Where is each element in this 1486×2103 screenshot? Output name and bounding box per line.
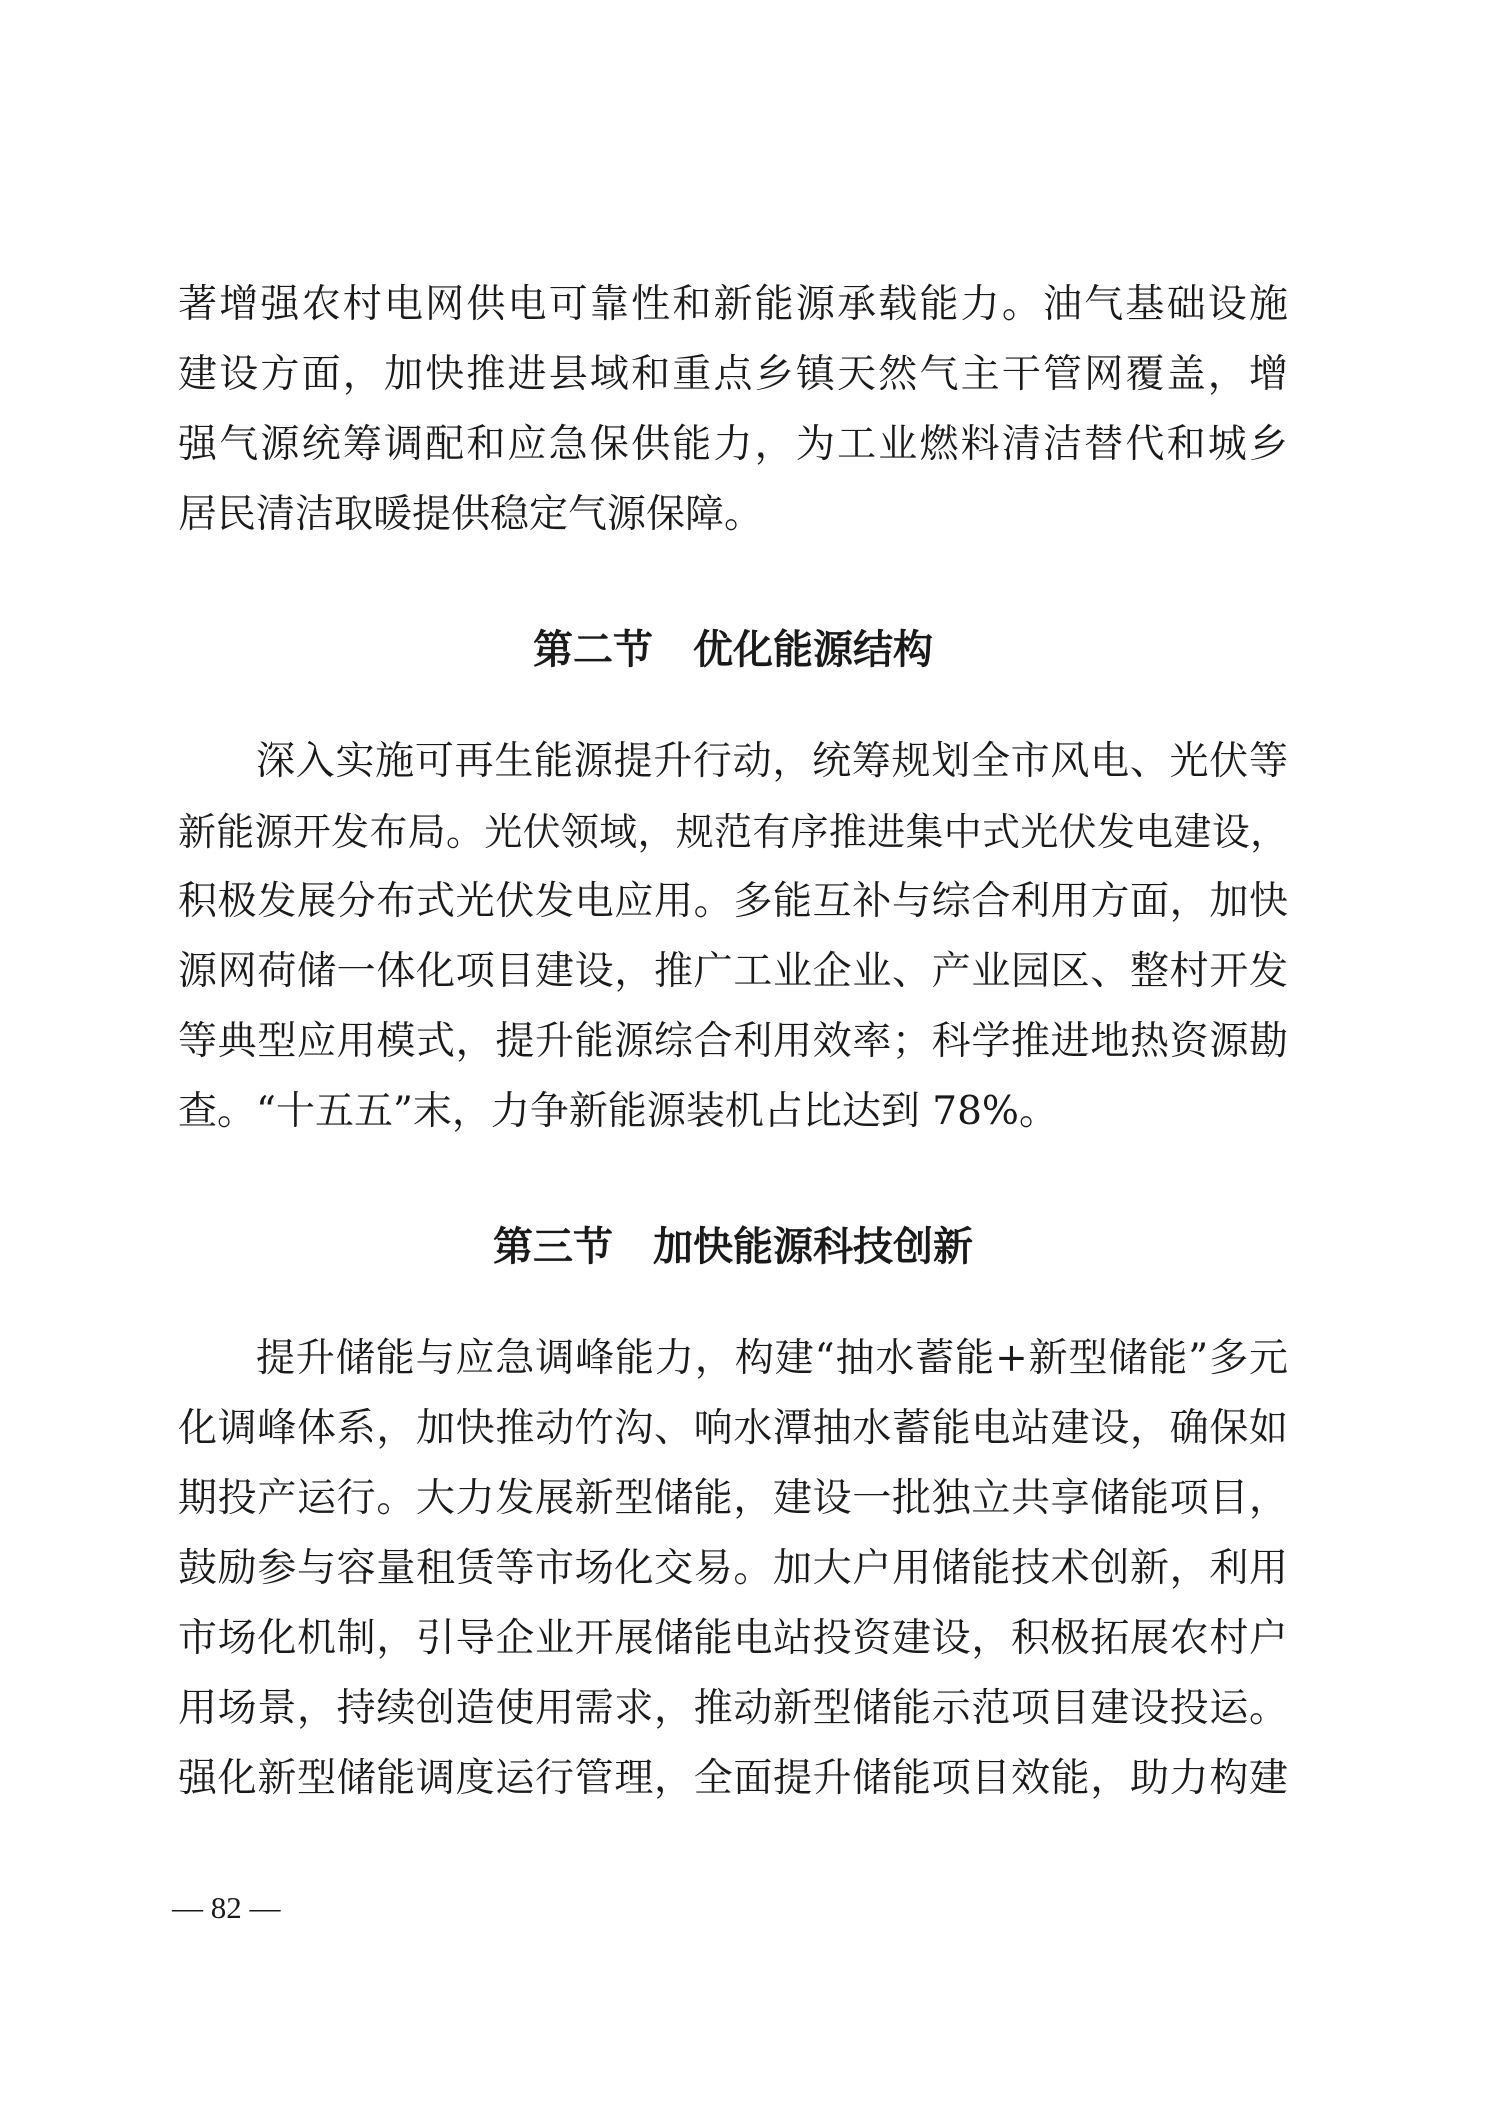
paragraph-1-line-1: 著增强农村电网供电可靠性和新能源承载能力。油气基础设施 — [178, 282, 1288, 327]
paragraph-1-line-3: 强气源统筹调配和应急保供能力，为工业燃料清洁替代和城乡 — [178, 422, 1288, 467]
paragraph-3-line-4: 鼓励参与容量租赁等市场化交易。加大户用储能技术创新，利用 — [178, 1546, 1288, 1591]
section-heading-3: 第三节 加快能源科技创新 — [493, 1223, 973, 1270]
paragraph-2-line-1: 深入实施可再生能源提升行动，统筹规划全市风电、光伏等 — [256, 739, 1288, 784]
paragraph-2-line-5: 等典型应用模式，提升能源综合利用效率；科学推进地热资源勘 — [178, 1019, 1288, 1064]
paragraph-3-line-1: 提升储能与应急调峰能力，构建“抽水蓄能+新型储能”多元 — [256, 1336, 1288, 1381]
paragraph-2-line-3: 积极发展分布式光伏发电应用。多能互补与综合利用方面，加快 — [178, 879, 1288, 924]
section-heading-2: 第二节 优化能源结构 — [533, 626, 933, 673]
paragraph-3-line-2: 化调峰体系，加快推动竹沟、响水潭抽水蓄能电站建设，确保如 — [178, 1406, 1288, 1451]
paragraph-3-line-3: 期投产运行。大力发展新型储能，建设一批独立共享储能项目， — [178, 1476, 1288, 1521]
paragraph-3-line-6: 用场景，持续创造使用需求，推动新型储能示范项目建设投运。 — [178, 1686, 1288, 1731]
paragraph-3-line-7: 强化新型储能调度运行管理，全面提升储能项目效能，助力构建 — [178, 1756, 1288, 1801]
paragraph-1-line-2: 建设方面，加快推进县域和重点乡镇天然气主干管网覆盖，增 — [178, 352, 1288, 397]
paragraph-2-line-6: 查。“十五五”末，力争新能源装机占比达到 78%。 — [178, 1089, 1058, 1134]
paragraph-1-line-4: 居民清洁取暖提供稳定气源保障。 — [178, 492, 764, 537]
page-number: — 82 — — [172, 1890, 281, 1925]
paragraph-2-line-2: 新能源开发布局。光伏领域，规范有序推进集中式光伏发电建设， — [178, 810, 1288, 854]
paragraph-3-line-5: 市场化机制，引导企业开展储能电站投资建设，积极拓展农村户 — [178, 1616, 1288, 1661]
paragraph-2-line-4: 源网荷储一体化项目建设，推广工业企业、产业园区、整村开发 — [178, 949, 1288, 994]
